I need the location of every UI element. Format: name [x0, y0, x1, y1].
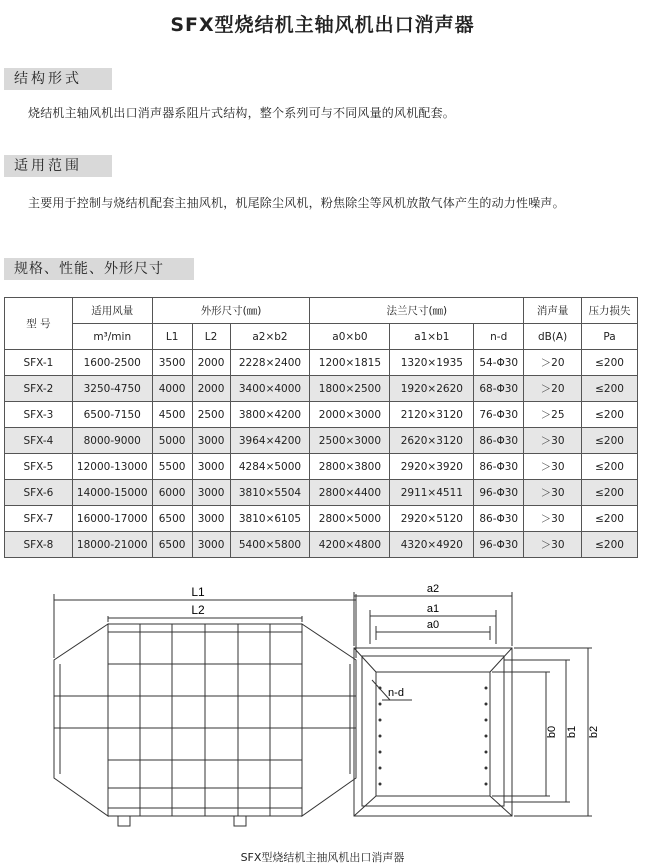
table-row: [5, 402, 638, 428]
table-cell: 1320×1935: [390, 350, 474, 376]
table-cell: 2120×3120: [390, 402, 474, 428]
table-cell: ≤200: [582, 402, 638, 428]
table-cell: ≤200: [582, 532, 638, 558]
table-cell: ≤200: [582, 454, 638, 480]
table-cell: 2228×2400: [230, 350, 310, 376]
table-cell: ≤200: [582, 428, 638, 454]
side-view-foot-left: [118, 816, 130, 826]
table-cell: 3810×6105: [230, 506, 310, 532]
table-cell: ≤200: [582, 376, 638, 402]
table-cell: SFX-1: [5, 350, 73, 376]
table-cell: 3000: [192, 428, 230, 454]
table-cell: 6500-7150: [72, 402, 152, 428]
table-cell: 3000: [192, 454, 230, 480]
table-cell: 1800×2500: [310, 376, 390, 402]
dim-L1-label: L1: [191, 585, 205, 599]
table-cell: ＞25: [524, 402, 582, 428]
table-cell: 5500: [152, 454, 192, 480]
header-pressure-loss: 压力损失: [582, 298, 638, 324]
table-cell: 2800×3800: [310, 454, 390, 480]
table-cell: 4200×4800: [310, 532, 390, 558]
table-cell: SFX-5: [5, 454, 73, 480]
header-a2b2: a2×b2: [230, 324, 310, 350]
front-view-outer-frame: [354, 648, 512, 816]
table-cell: 2800×4400: [310, 480, 390, 506]
table-cell: 3800×4200: [230, 402, 310, 428]
table-cell: 5400×5800: [230, 532, 310, 558]
table-cell: 3400×4000: [230, 376, 310, 402]
table-cell: 16000-17000: [72, 506, 152, 532]
table-cell: 2500: [192, 402, 230, 428]
table-cell: 2920×3920: [390, 454, 474, 480]
table-cell: ＞20: [524, 376, 582, 402]
header-flange-size: 法兰尺寸(㎜): [310, 298, 524, 324]
table-row: [5, 350, 638, 376]
table-cell: 3500: [152, 350, 192, 376]
table-cell: ＞30: [524, 532, 582, 558]
table-cell: 86-Φ30: [474, 428, 524, 454]
table-cell: 4500: [152, 402, 192, 428]
scope-description: 主要用于控制与烧结机配套主抽风机，机尾除尘风机，粉焦除尘等风机放散气体产生的动力性噪声。: [28, 196, 565, 210]
table-cell: 2911×4511: [390, 480, 474, 506]
table-cell: SFX-7: [5, 506, 73, 532]
table-row: [5, 532, 638, 558]
table-cell: 14000-15000: [72, 480, 152, 506]
table-cell: 8000-9000: [72, 428, 152, 454]
drawing-caption: SFX型烧结机主抽风机出口消声器: [240, 851, 405, 864]
table-cell: ＞30: [524, 428, 582, 454]
table-cell: ≤200: [582, 350, 638, 376]
table-cell: SFX-3: [5, 402, 73, 428]
table-cell: 4000: [152, 376, 192, 402]
table-cell: SFX-2: [5, 376, 73, 402]
table-cell: 3810×5504: [230, 480, 310, 506]
spec-table: [4, 297, 638, 558]
table-cell: 2000: [192, 376, 230, 402]
header-flow-unit: m³/min: [72, 324, 152, 350]
dim-b0-label: b0: [546, 725, 558, 739]
table-cell: 6000: [152, 480, 192, 506]
header-flow: 适用风量: [72, 298, 152, 324]
table-cell: ＞30: [524, 480, 582, 506]
table-cell: SFX-4: [5, 428, 73, 454]
table-cell: 3000: [192, 506, 230, 532]
table-cell: 2800×5000: [310, 506, 390, 532]
table-cell: 2000: [192, 350, 230, 376]
side-view-foot-right: [234, 816, 246, 826]
section-heading-scope: 适用范围: [4, 155, 112, 177]
table-cell: 4320×4920: [390, 532, 474, 558]
table-row: [5, 506, 638, 532]
dim-b2-label: b2: [588, 725, 600, 739]
table-cell: 1600-2500: [72, 350, 152, 376]
table-cell: ＞20: [524, 350, 582, 376]
table-cell: 3964×4200: [230, 428, 310, 454]
side-view-right-taper: [302, 624, 356, 816]
table-cell: 68-Φ30: [474, 376, 524, 402]
table-cell: 4284×5000: [230, 454, 310, 480]
table-cell: ＞30: [524, 506, 582, 532]
table-cell: 3250-4750: [72, 376, 152, 402]
dim-b1-label: b1: [566, 725, 578, 739]
header-outer-size: 外形尺寸(㎜): [152, 298, 310, 324]
header-nd: n-d: [474, 324, 524, 350]
table-cell: 3000: [192, 532, 230, 558]
table-cell: 2620×3120: [390, 428, 474, 454]
table-cell: SFX-8: [5, 532, 73, 558]
table-cell: 3000: [192, 480, 230, 506]
table-cell: 5000: [152, 428, 192, 454]
dim-a0-label: a0: [426, 619, 440, 631]
table-cell: 12000-13000: [72, 454, 152, 480]
structure-description: 烧结机主轴风机出口消声器系阻片式结构，整个系列可与不同风量的风机配套。: [28, 106, 456, 120]
page-title: SFX型烧结机主轴风机出口消声器: [170, 14, 475, 36]
header-noise-unit: dB(A): [524, 324, 582, 350]
header-L1: L1: [152, 324, 192, 350]
header-loss-unit: Pa: [582, 324, 638, 350]
table-cell: 18000-21000: [72, 532, 152, 558]
table-cell: ≤200: [582, 480, 638, 506]
side-view-left-taper: [54, 624, 108, 816]
table-cell: 54-Φ30: [474, 350, 524, 376]
table-row: [5, 480, 638, 506]
table-cell: ＞30: [524, 454, 582, 480]
table-cell: SFX-6: [5, 480, 73, 506]
table-cell: 2000×3000: [310, 402, 390, 428]
dim-L2-label: L2: [191, 603, 205, 617]
table-cell: ≤200: [582, 506, 638, 532]
dim-a2-label: a2: [426, 583, 440, 595]
table-cell: 86-Φ30: [474, 506, 524, 532]
table-cell: 2920×5120: [390, 506, 474, 532]
silencer-drawing: [0, 580, 645, 845]
section-heading-structure: 结构形式: [4, 68, 112, 90]
table-cell: 86-Φ30: [474, 454, 524, 480]
header-a0b0: a0×b0: [310, 324, 390, 350]
table-row: [5, 454, 638, 480]
table-cell: 1920×2620: [390, 376, 474, 402]
dim-nd-label: n-d: [388, 687, 404, 699]
header-a1b1: a1×b1: [390, 324, 474, 350]
header-noise: 消声量: [524, 298, 582, 324]
table-cell: 76-Φ30: [474, 402, 524, 428]
header-L2: L2: [192, 324, 230, 350]
table-row: [5, 428, 638, 454]
section-heading-spec: 规格、性能、外形尺寸: [4, 258, 194, 280]
table-cell: 6500: [152, 506, 192, 532]
table-cell: 96-Φ30: [474, 480, 524, 506]
table-cell: 6500: [152, 532, 192, 558]
table-row: [5, 376, 638, 402]
header-model: 型 号: [5, 298, 73, 350]
table-cell: 1200×1815: [310, 350, 390, 376]
dim-a1-label: a1: [426, 603, 440, 615]
front-view-bolt-holes: [379, 687, 488, 786]
table-cell: 2500×3000: [310, 428, 390, 454]
table-cell: 96-Φ30: [474, 532, 524, 558]
